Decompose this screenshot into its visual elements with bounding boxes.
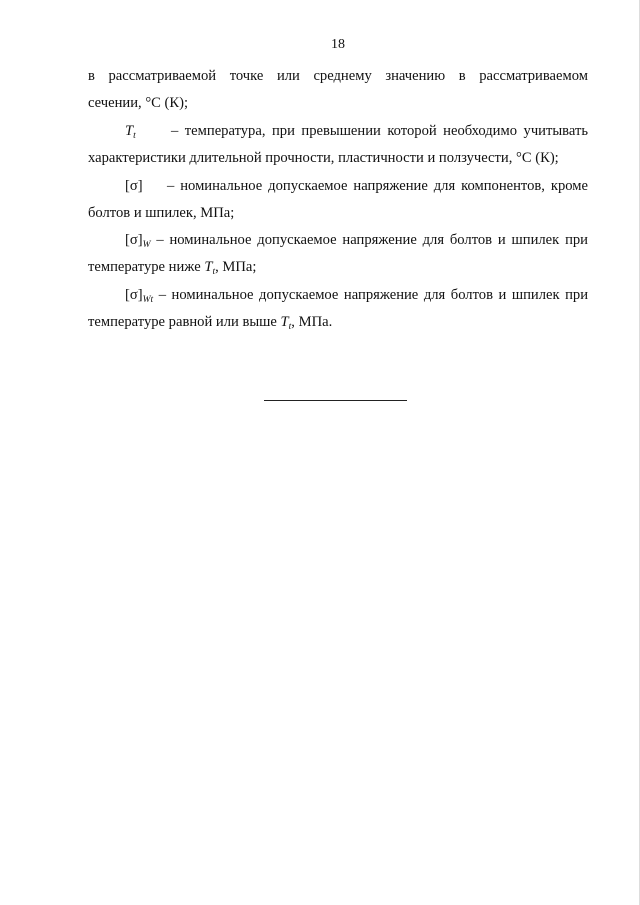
definition-sigma-text: – номинальное допускаемое напряжение для компонентов, кроме <box>167 178 588 194</box>
definition-sigma-Wt-text: – номинальное допускаемое напряжение для болтов и шпилек при <box>158 287 588 303</box>
symbol-sigma: [σ] <box>125 178 143 194</box>
text-line-10: температуре равной или выше $T_t$, МПа. <box>88 314 333 332</box>
text-line-1: в рассматриваемой точке или среднему значению в рассматриваемом <box>88 68 588 84</box>
symbol-sigma-Wt: $[\sigma]_{Wt}$ <box>125 287 154 305</box>
end-separator-line <box>264 400 407 401</box>
symbol-sigma-W: $[\sigma]_W$ <box>125 232 151 250</box>
definition-sigma <box>125 178 588 195</box>
definition-sigma-W <box>125 232 588 250</box>
text-line-4: характеристики длительной прочности, пластичности и ползучести, °С (К); <box>88 150 559 166</box>
text-line-8: температуре ниже $T_t$, МПа; <box>88 259 257 277</box>
text-line-6: болтов и шпилек, МПа; <box>88 205 235 221</box>
text-line-2: сечении, °С (К); <box>88 95 189 111</box>
definition-Tt <box>125 123 588 141</box>
definition-sigma-W-text: – номинальное допускаемое напряжение для болтов и шпилек при <box>156 232 588 248</box>
symbol-Tt: $T_t$ <box>125 123 136 141</box>
definition-Tt-text: – температура, при превышении которой необходимо учитывать <box>171 123 588 139</box>
definition-sigma-Wt <box>125 287 588 305</box>
page-number: 18 <box>331 37 345 52</box>
